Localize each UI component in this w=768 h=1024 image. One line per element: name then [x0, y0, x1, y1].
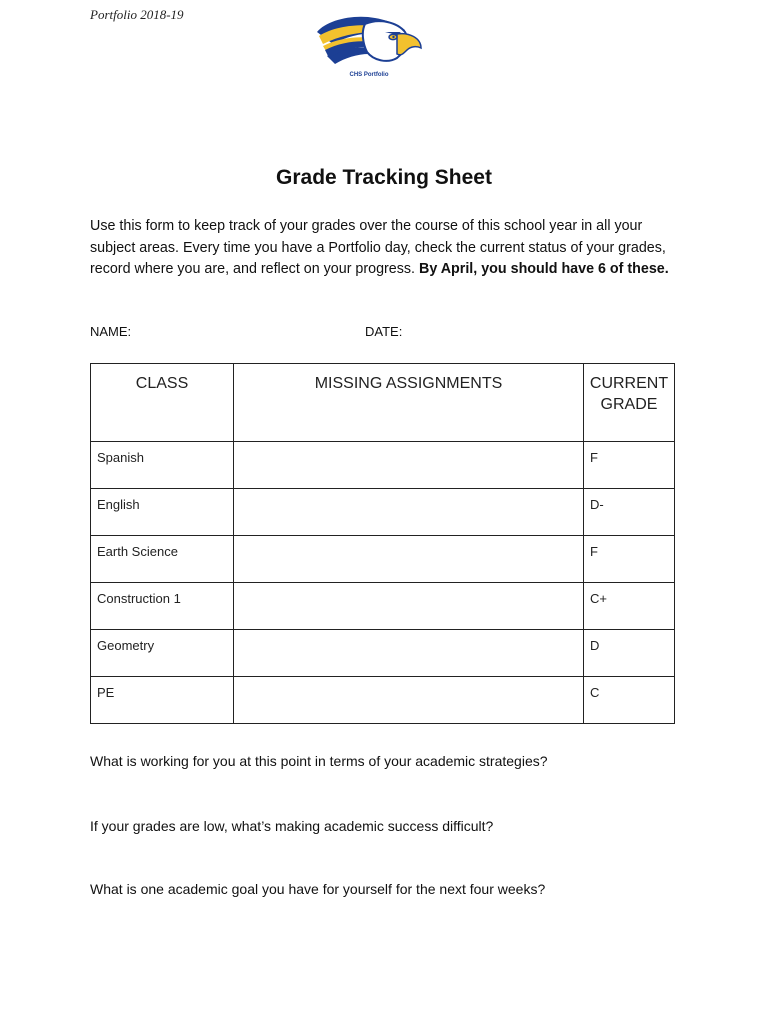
- class-cell: English: [91, 489, 234, 536]
- table-row: [91, 536, 675, 583]
- table-row: [91, 677, 675, 724]
- class-cell: PE: [91, 677, 234, 724]
- grade-cell: F: [584, 442, 675, 489]
- grade-cell: C: [584, 677, 675, 724]
- header-missing-assignments: MISSING ASSIGNMENTS: [234, 364, 584, 442]
- question-academic-goal: What is one academic goal you have for yourself for the next four weeks?: [90, 881, 546, 897]
- grade-cell: F: [584, 536, 675, 583]
- portfolio-year-note: Portfolio 2018-19: [90, 7, 184, 22]
- table-row: [91, 583, 675, 630]
- table-row: [91, 489, 675, 536]
- header-class: CLASS: [91, 364, 234, 442]
- date-field-label: DATE:: [365, 324, 403, 339]
- grade-table: [90, 363, 675, 724]
- eagle-head-icon: [313, 10, 425, 72]
- table-header-row: [91, 364, 675, 442]
- grade-cell: D: [584, 630, 675, 677]
- intro-bold-text: By April, you should have 6 of these.: [419, 261, 669, 277]
- missing-cell[interactable]: [234, 630, 584, 677]
- grade-cell: D-: [584, 489, 675, 536]
- missing-cell[interactable]: [234, 489, 584, 536]
- intro-paragraph: [90, 216, 682, 281]
- class-cell: Geometry: [91, 630, 234, 677]
- logo-caption: CHS Portfolio: [349, 72, 389, 78]
- missing-cell[interactable]: [234, 583, 584, 630]
- class-cell: Spanish: [91, 442, 234, 489]
- intro-text: Use this form to keep track of your grades over the course of this school year in all your subject areas. Every time you have a Portfolio day, check the current status of your grades, record where you are, and reflect on your progress.: [90, 218, 666, 277]
- grade-cell: C+: [584, 583, 675, 630]
- table-row: [91, 630, 675, 677]
- name-field-label: NAME:: [90, 324, 132, 339]
- missing-cell[interactable]: [234, 442, 584, 489]
- missing-cell[interactable]: [234, 536, 584, 583]
- class-cell: Construction 1: [91, 583, 234, 630]
- class-cell: Earth Science: [91, 536, 234, 583]
- table-row: [91, 442, 675, 489]
- missing-cell[interactable]: [234, 677, 584, 724]
- page-title: Grade Tracking Sheet: [276, 166, 492, 189]
- question-difficulties: If your grades are low, what’s making academic success difficult?: [90, 818, 494, 834]
- question-academic-strategies: What is working for you at this point in terms of your academic strategies?: [90, 753, 548, 769]
- eagle-logo: [313, 10, 425, 84]
- header-current-grade: CURRENT GRADE: [584, 364, 675, 442]
